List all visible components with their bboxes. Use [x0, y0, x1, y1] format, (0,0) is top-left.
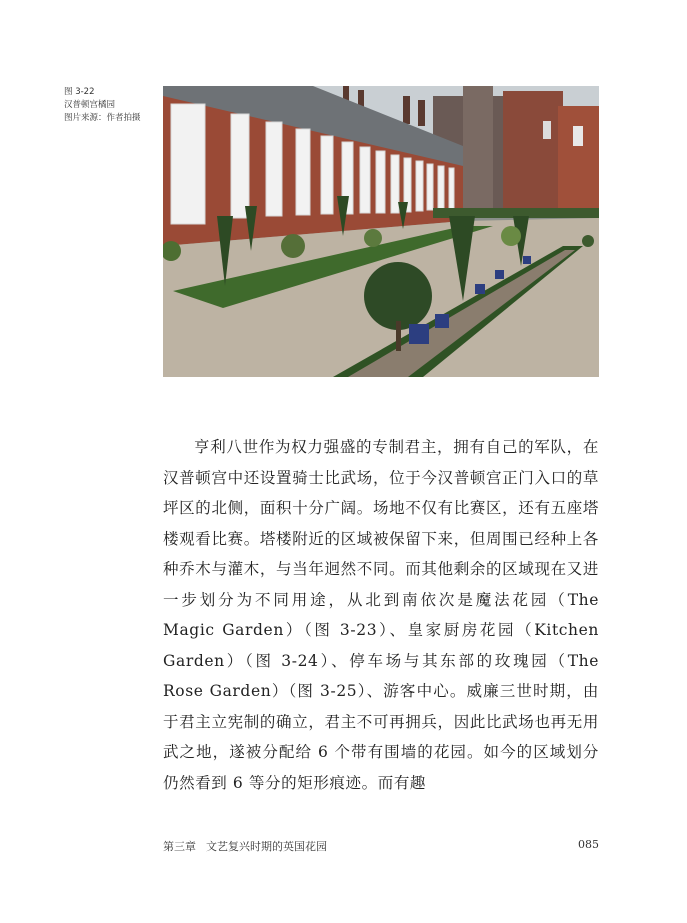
body-paragraph: 亨利八世作为权力强盛的专制君主，拥有自己的军队，在汉普顿宫中还设置骑士比武场，位于今汉普顿宫正门入口的草坪区的北侧，面积十分广阔。场地不仅有比赛区，还有五座塔楼观看比赛。塔楼附近的区域被保留下来，但周围已经种上各种乔木与灌木，与当年迥然不同。而其他剩余的区域现在又进一步划分为不同用途，从北到南依次是魔法花园（The Magic Garden）（图 3-23）、皇家厨房花园（Kitchen Garden）（图 3-24）、停车场与其东部的玫瑰园（The Rose Garden）（图 3-25）、游客中心。威廉三世时期，由于君主立宪制的确立，君主不可再拥兵，因此比武场也再无用武之地，遂被分配给 6 个带有围墙的花园。如今的区域划分仍然看到 6 等分的矩形痕迹。而有趣 — [163, 438, 599, 792]
running-footer — [163, 838, 337, 854]
body-text — [163, 432, 599, 798]
figure-number: 图 3-22 — [64, 87, 95, 97]
figure-title: 汉普顿宫橘园 — [64, 100, 116, 110]
page-footer — [163, 838, 599, 854]
figure-source: 图片来源：作者拍摄 — [64, 113, 141, 123]
chapter-label: 第三章 — [163, 840, 196, 853]
garden-photo-illustration — [163, 86, 599, 377]
figure-caption — [64, 86, 141, 125]
garden-photo — [163, 86, 599, 377]
page-number: 085 — [578, 838, 599, 851]
chapter-title: 文艺复兴时期的英国花园 — [206, 840, 327, 853]
